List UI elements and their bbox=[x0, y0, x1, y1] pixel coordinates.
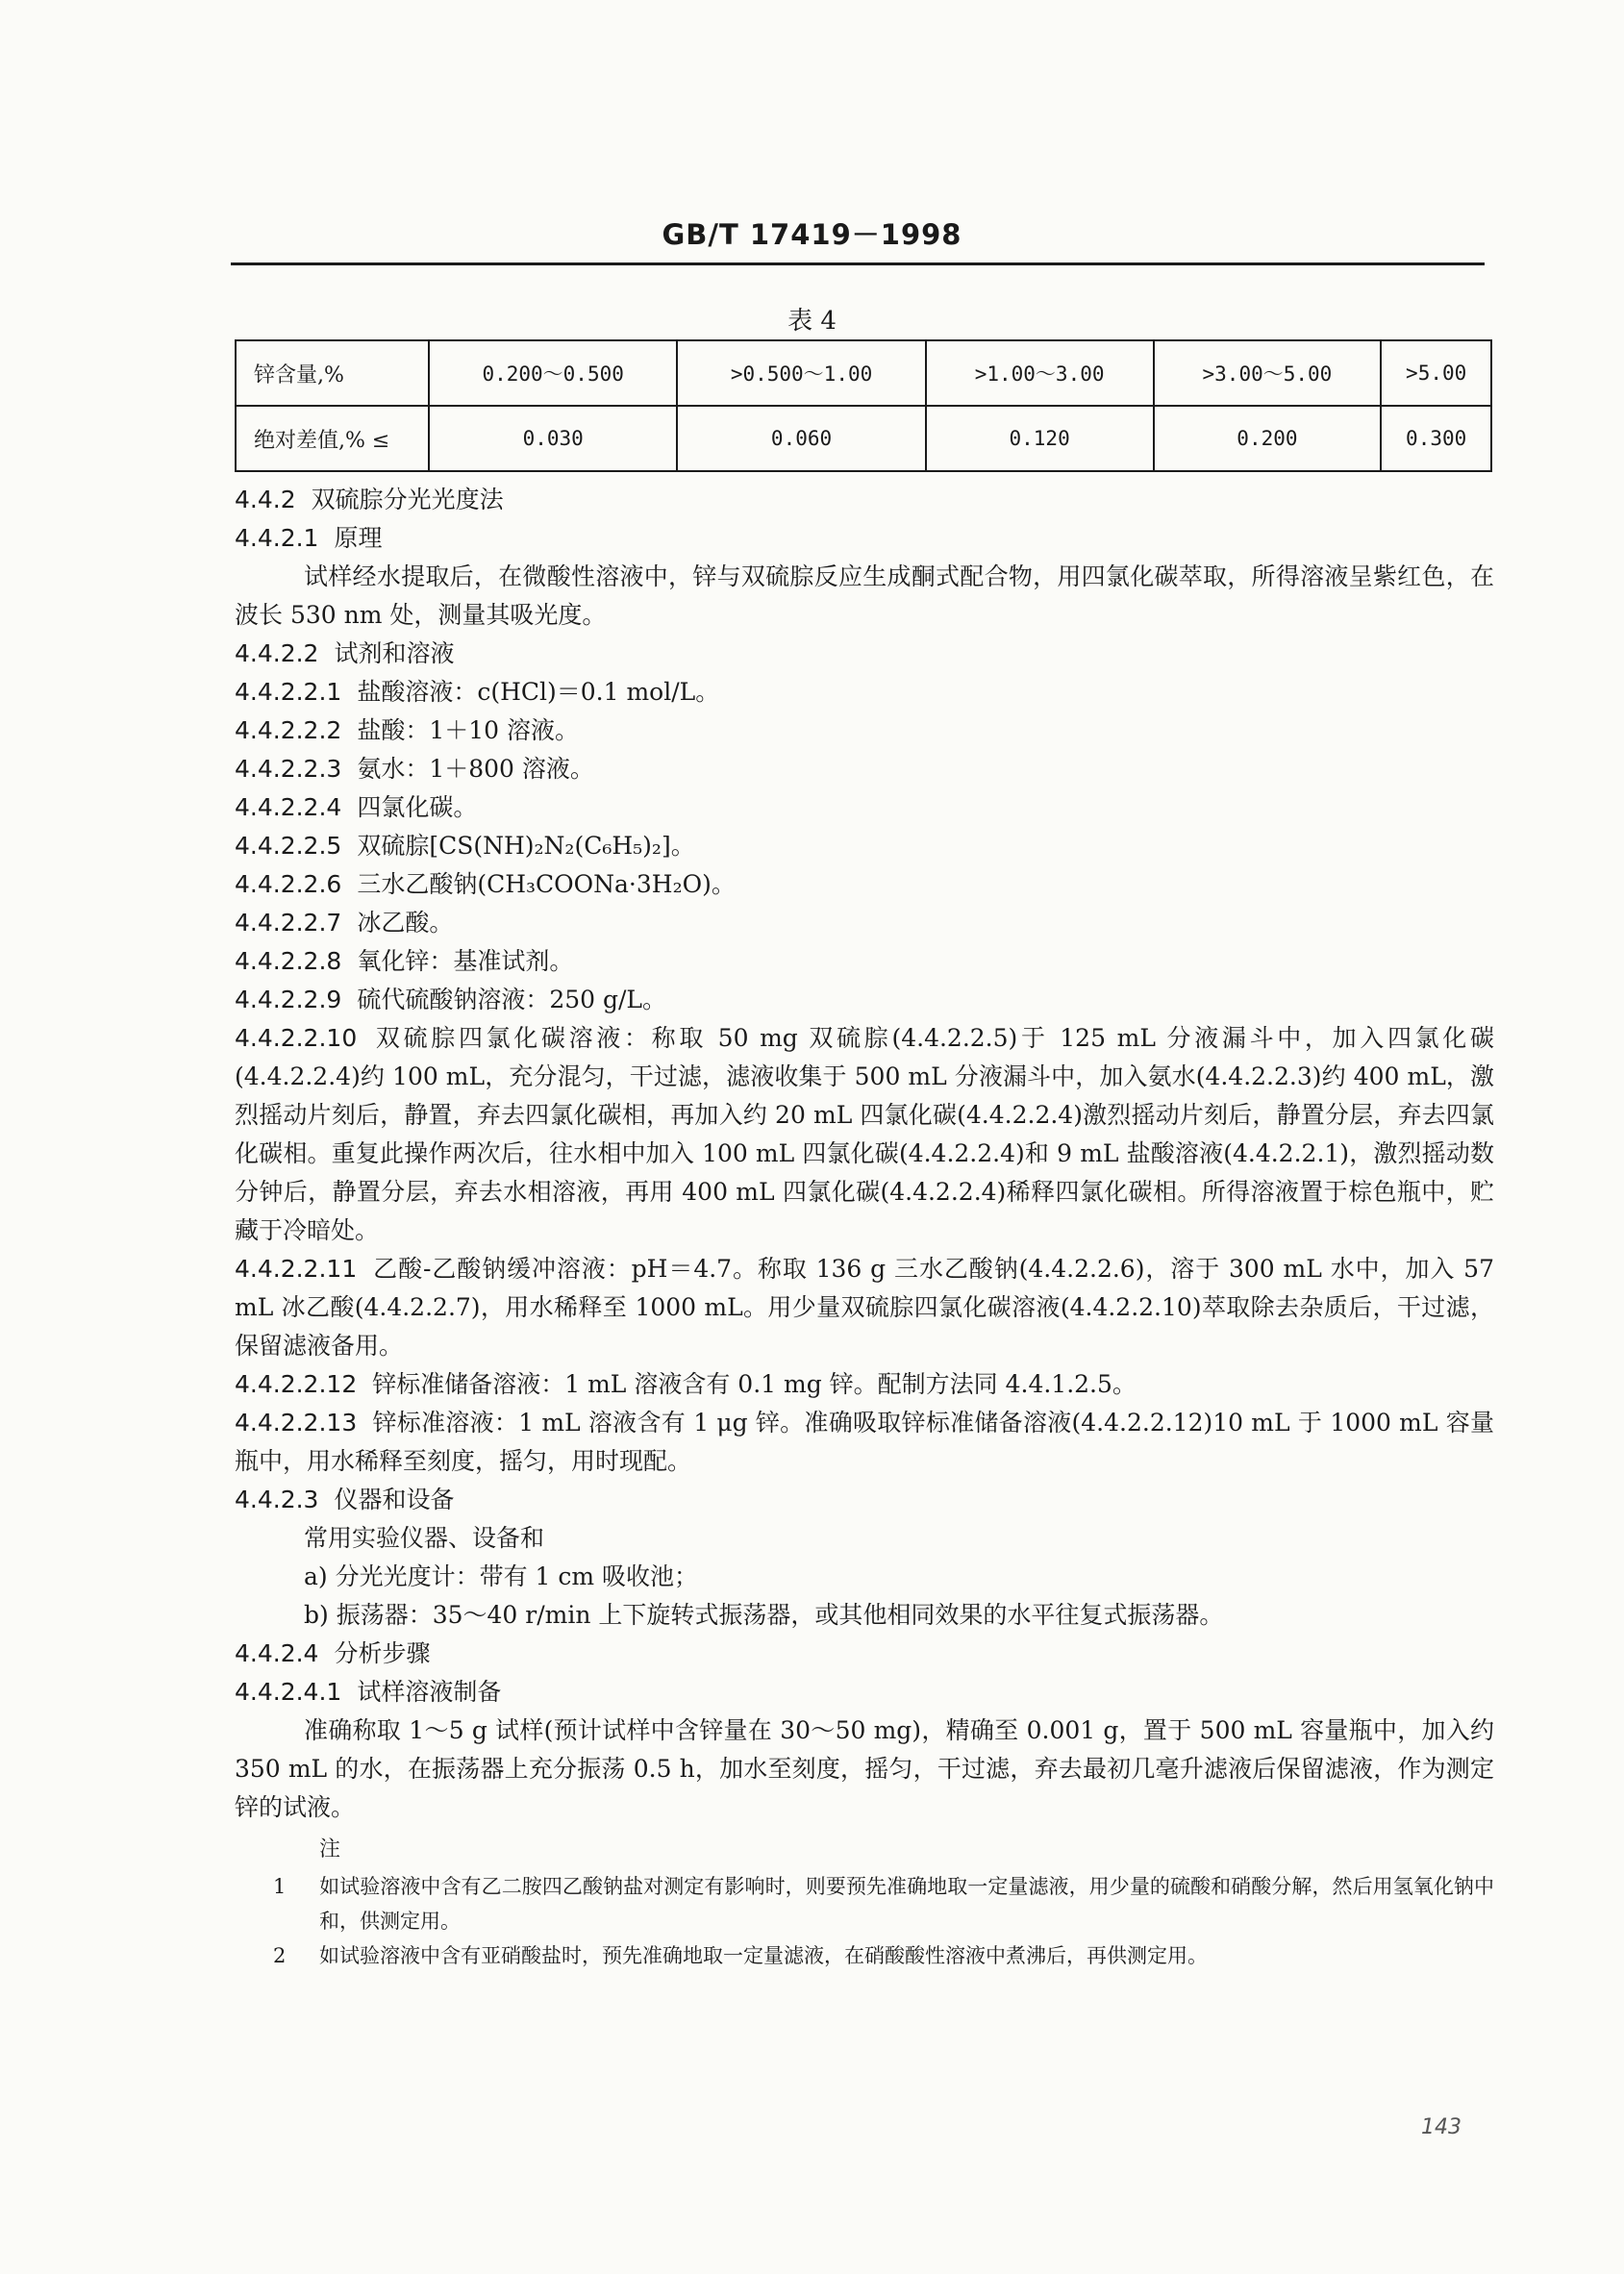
note-number: 1 bbox=[273, 1875, 287, 1898]
reagent-item bbox=[235, 712, 1494, 750]
section-number: 4.4.2.3 bbox=[235, 1486, 319, 1513]
reagent-text: 双硫腙四氯化碳溶液：称取 50 mg 双硫腙(4.4.2.2.5)于 125 mL 分液漏斗中，加入四氯化碳(4.4.2.2.4)约 100 mL，充分混匀，干过滤，滤液收集于 500 mL 分液漏斗中，加入氨水(4.4.2.2.3)约 400 mL，激烈摇动片刻后，静置，弃去四氯化碳相，再加入约 20 mL 四氯化碳(4.4.2.2.4)激烈摇动片刻后，静置分层，弃去四氯化碳相。重复此操作两次后，往水相中加入 100 mL 四氯化碳(4.4.2.2.4)和 9 mL 盐酸溶液(4.4.2.2.1)，激烈摇动数分钟后，静置分层，弃去水相溶液，再用 400 mL 四氯化碳(4.4.2.2.4)稀释四氯化碳相。所得溶液置于棕色瓶中，贮藏于冷暗处。 bbox=[235, 1024, 1494, 1244]
reagent-item bbox=[235, 673, 1494, 712]
reagent-item bbox=[235, 865, 1494, 904]
document-body bbox=[235, 481, 1494, 1973]
section-heading-4-4-2-1 bbox=[235, 519, 1494, 558]
section-title: 双硫腙分光光度法 bbox=[311, 486, 504, 513]
section-title: 原理 bbox=[334, 524, 383, 552]
reagent-number: 4.4.2.2.11 bbox=[235, 1255, 358, 1283]
row-header: 绝对差值,% ≤ bbox=[236, 406, 429, 471]
header-rule bbox=[231, 262, 1485, 265]
section-number: 4.4.2.1 bbox=[235, 524, 319, 552]
section-heading-4-4-2-4-1 bbox=[235, 1673, 1494, 1712]
table-cell: 0.120 bbox=[926, 406, 1154, 471]
section-title: 分析步骤 bbox=[334, 1639, 431, 1667]
section-number: 4.4.2 bbox=[235, 486, 296, 513]
reagent-number: 4.4.2.2.13 bbox=[235, 1409, 358, 1437]
table-cell: 0.200～0.500 bbox=[429, 340, 677, 406]
reagent-text: 双硫腙[CS(NH)₂N₂(C₆H₅)₂]。 bbox=[357, 832, 695, 860]
reagent-item bbox=[235, 904, 1494, 942]
section-title: 仪器和设备 bbox=[334, 1486, 455, 1513]
reagent-item bbox=[235, 1250, 1494, 1365]
table-caption: 表 4 bbox=[787, 307, 837, 336]
section-heading-4-4-2-4 bbox=[235, 1635, 1494, 1673]
reagent-item bbox=[235, 942, 1494, 981]
reagent-item bbox=[235, 981, 1494, 1019]
table-cell: >1.00～3.00 bbox=[926, 340, 1154, 406]
reagent-text: 三水乙酸钠(CH₃COONa·3H₂O)。 bbox=[357, 870, 736, 898]
page-number: 143 bbox=[1421, 2115, 1462, 2139]
table-cell: 0.030 bbox=[429, 406, 677, 471]
section-number: 4.4.2.4 bbox=[235, 1639, 319, 1667]
reagent-number: 4.4.2.2.12 bbox=[235, 1370, 358, 1398]
reagent-text: 盐酸溶液：c(HCl)＝0.1 mol/L。 bbox=[357, 678, 720, 706]
row-header: 锌含量,% bbox=[236, 340, 429, 406]
reagent-text: 锌标准溶液：1 mL 溶液含有 1 μg 锌。准确吸取锌标准储备溶液(4.4.2.2.12)10 mL 于 1000 mL 容量瓶中，用水稀释至刻度，摇匀，用时现配。 bbox=[235, 1409, 1494, 1475]
equipment-item-a: a) 分光光度计：带有 1 cm 吸收池； bbox=[304, 1562, 699, 1590]
reagent-text: 氨水：1＋800 溶液。 bbox=[357, 755, 594, 783]
reagent-number: 4.4.2.2.2 bbox=[235, 716, 342, 744]
tolerance-table bbox=[235, 339, 1492, 472]
reagent-text: 冰乙酸。 bbox=[357, 909, 454, 937]
equipment-intro: 常用实验仪器、设备和 bbox=[304, 1524, 545, 1552]
section-heading-4-4-2-2 bbox=[235, 635, 1494, 673]
reagent-number: 4.4.2.2.7 bbox=[235, 909, 342, 937]
section-heading-4-4-2-3 bbox=[235, 1481, 1494, 1519]
note-text: 如试验溶液中含有亚硝酸盐时，预先准确地取一定量滤液，在硝酸酸性溶液中煮沸后，再供测定用。 bbox=[319, 1944, 1208, 1967]
table-cell: >0.500～1.00 bbox=[677, 340, 925, 406]
section-title: 试剂和溶液 bbox=[334, 639, 455, 667]
section-title: 试样溶液制备 bbox=[357, 1678, 502, 1706]
reagent-number: 4.4.2.2.4 bbox=[235, 793, 342, 821]
reagent-number: 4.4.2.2.3 bbox=[235, 755, 342, 783]
sample-prep-paragraph: 准确称取 1～5 g 试样(预计试样中含锌量在 30～50 mg)，精确至 0.001 g，置于 500 mL 容量瓶中，加入约 350 mL 的水，在振荡器上充分振荡 0.5 h，加水至刻度，摇匀，干过滤，弃去最初几毫升滤液后保留滤液，作为测定锌的试液。 bbox=[235, 1716, 1494, 1821]
reagent-item bbox=[235, 750, 1494, 788]
table-cell: 0.060 bbox=[677, 406, 925, 471]
reagent-item bbox=[235, 1365, 1494, 1404]
reagent-text: 四氯化碳。 bbox=[357, 793, 478, 821]
reagent-text: 硫代硫酸钠溶液：250 g/L。 bbox=[357, 986, 667, 1013]
reagent-number: 4.4.2.2.8 bbox=[235, 947, 342, 975]
table-cell: 0.200 bbox=[1154, 406, 1382, 471]
table-cell: 0.300 bbox=[1381, 406, 1491, 471]
reagent-item bbox=[235, 1019, 1494, 1250]
reagent-number: 4.4.2.2.5 bbox=[235, 832, 342, 860]
table-row bbox=[236, 340, 1491, 406]
section-number: 4.4.2.4.1 bbox=[235, 1678, 342, 1706]
note-item bbox=[235, 1938, 1494, 1973]
reagent-item bbox=[235, 1404, 1494, 1481]
section-number: 4.4.2.2 bbox=[235, 639, 319, 667]
reagent-number: 4.4.2.2.1 bbox=[235, 678, 342, 706]
reagent-item bbox=[235, 788, 1494, 827]
section-heading-4-4-2 bbox=[235, 481, 1494, 519]
notes-label: 注 bbox=[319, 1837, 341, 1862]
reagent-number: 4.4.2.2.6 bbox=[235, 870, 342, 898]
table-cell: >3.00～5.00 bbox=[1154, 340, 1382, 406]
table-row bbox=[236, 406, 1491, 471]
principle-paragraph: 试样经水提取后，在微酸性溶液中，锌与双硫腙反应生成酮式配合物，用四氯化碳萃取，所得溶液呈紫红色，在波长 530 nm 处，测量其吸光度。 bbox=[235, 562, 1494, 629]
note-item bbox=[235, 1869, 1494, 1938]
reagent-item bbox=[235, 827, 1494, 865]
equipment-item-b: b) 振荡器：35～40 r/min 上下旋转式振荡器，或其他相同效果的水平往复式振荡器。 bbox=[304, 1601, 1224, 1629]
reagent-number: 4.4.2.2.10 bbox=[235, 1024, 358, 1052]
reagent-text: 盐酸：1＋10 溶液。 bbox=[357, 716, 579, 744]
note-text: 如试验溶液中含有乙二胺四乙酸钠盐对测定有影响时，则要预先准确地取一定量滤液，用少量的硫酸和硝酸分解，然后用氢氧化钠中和，供测定用。 bbox=[319, 1875, 1494, 1933]
reagent-text: 乙酸-乙酸钠缓冲溶液：pH＝4.7。称取 136 g 三水乙酸钠(4.4.2.2.6)，溶于 300 mL 水中，加入 57 mL 冰乙酸(4.4.2.2.7)，用水稀释至 1000 mL。用少量双硫腙四氯化碳溶液(4.4.2.2.10)萃取除去杂质后，干过滤，保留滤液备用。 bbox=[235, 1255, 1494, 1360]
note-number: 2 bbox=[273, 1944, 287, 1967]
standard-header: GB/T 17419－1998 bbox=[662, 218, 962, 251]
reagent-text: 锌标准储备溶液：1 mL 溶液含有 0.1 mg 锌。配制方法同 4.4.1.2.5。 bbox=[372, 1370, 1137, 1398]
table-cell: >5.00 bbox=[1381, 340, 1491, 406]
reagent-number: 4.4.2.2.9 bbox=[235, 986, 342, 1013]
reagent-text: 氧化锌：基准试剂。 bbox=[357, 947, 574, 975]
